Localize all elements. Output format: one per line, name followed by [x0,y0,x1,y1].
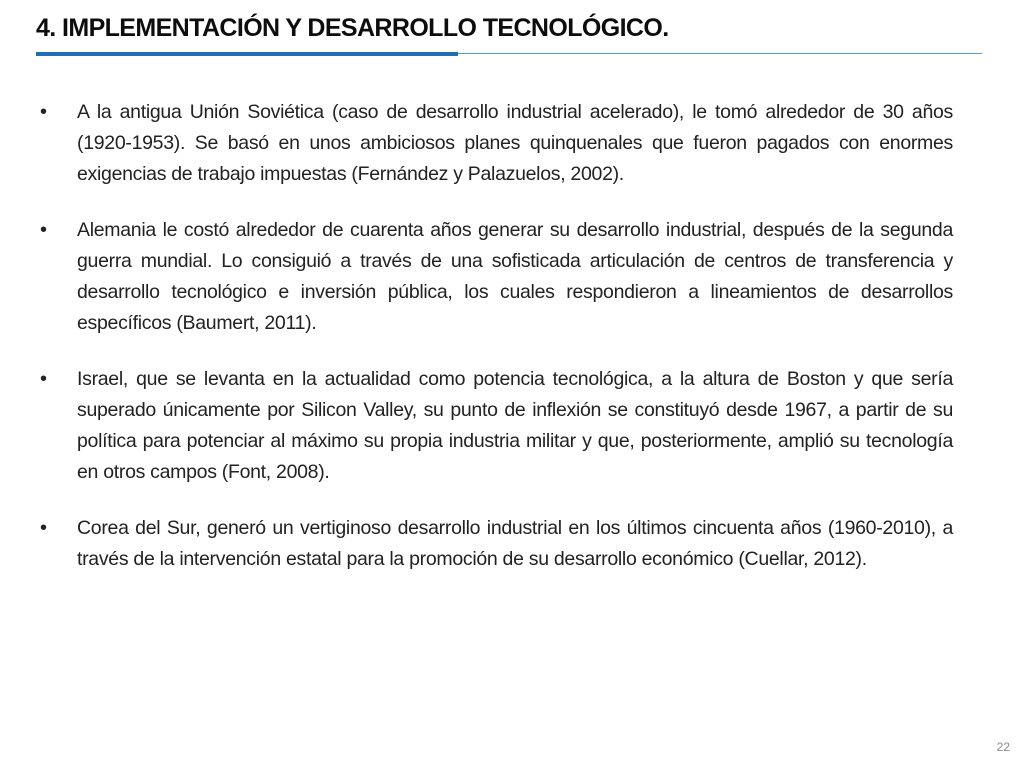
bullet-text-south-korea: Corea del Sur, generó un vertiginoso desarrollo industrial en los últimos cincuenta años (1960-2010), a través de la intervención estatal para la promoción de su desarrollo económico (Cuellar, 2012). [77,517,953,570]
bullet-item [40,513,953,575]
bullet-text-soviet-union: A la antigua Unión Soviética (caso de desarrollo industrial acelerado), le tomó alrededor de 30 años (1920-1953). Se basó en unos ambiciosos planes quinquenales que fueron pagados con enormes exigencias de trabajo impuestas (Fernández y Palazuelos, 2002). [77,101,953,185]
bullet-item [40,215,953,339]
page-number: 22 [996,740,1010,754]
bullet-text-israel: Israel, que se levanta en la actualidad como potencia tecnológica, a la altura de Boston y que sería superado únicamente por Silicon Valley, su punto de inflexión se constituyó desde 1967, a partir de su política para potenciar al máximo su propia industria militar y que, posteriormente, amplió su tecnología en otros campos (Font, 2008). [77,368,953,483]
bullet-dot-icon: • [40,517,48,539]
bullet-item [40,97,953,190]
bullet-dot-icon: • [40,368,48,390]
bullet-text-germany: Alemania le costó alrededor de cuarenta años generar su desarrollo industrial, después de la segunda guerra mundial. Lo consiguió a través de una sofisticada articulación de centros de transferencia y desarrollo tecnológico e inversión pública, los cuales respondieron a lineamientos de desarrollos específicos (Baumert, 2011). [77,219,953,334]
slide-title: 4. IMPLEMENTACIÓN Y DESARROLLO TECNOLÓGICO. [36,14,669,42]
title-underline-accent [36,52,458,56]
bullet-list [40,97,953,600]
bullet-item [40,364,953,488]
bullet-dot-icon: • [40,219,48,241]
bullet-dot-icon: • [40,101,48,123]
